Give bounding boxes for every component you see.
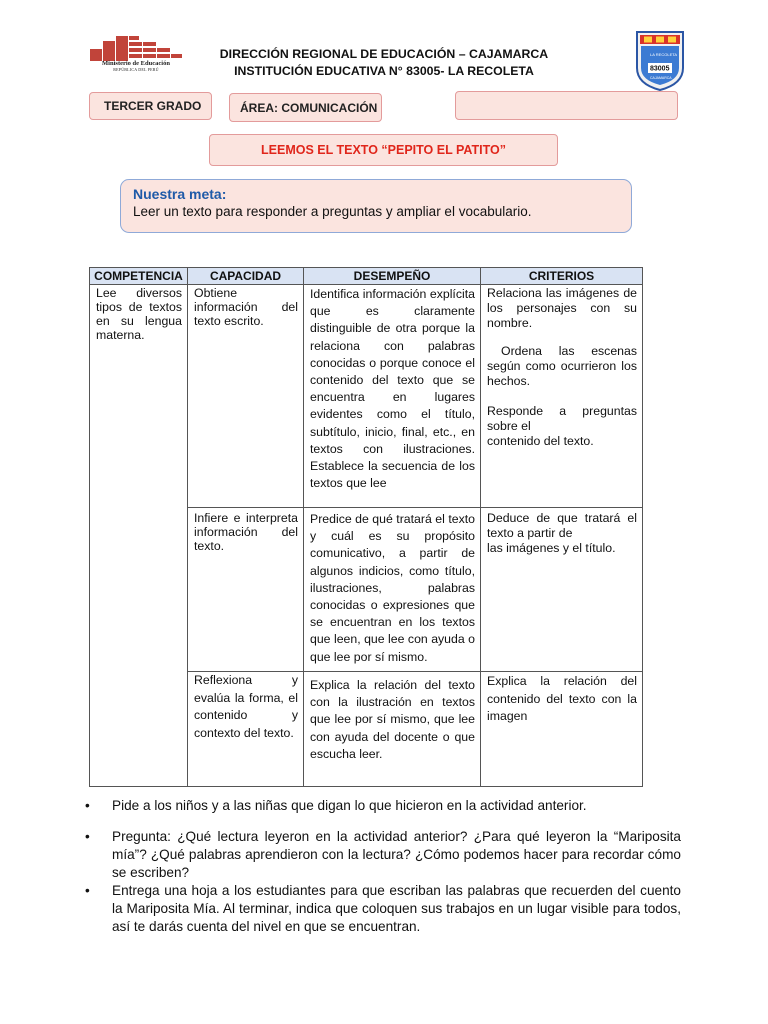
header-line-1: DIRECCIÓN REGIONAL DE EDUCACIÓN – CAJAMARCA	[219, 47, 549, 61]
bullet-dot-icon: •	[85, 883, 90, 898]
header-desempeno: DESEMPEÑO	[304, 268, 481, 285]
competencia-text: Lee diversos tipos de textos en su lengua materna.	[96, 286, 182, 342]
lesson-title: LEEMOS EL TEXTO “PEPITO EL PATITO”	[209, 134, 558, 166]
header-capacidad: CAPACIDAD	[188, 268, 304, 285]
criterio-item: Relaciona las imágenes de los personajes con su nombre.	[487, 286, 637, 330]
criterio-item: Deduce de que tratará el texto a partir de	[487, 511, 637, 540]
desempeno-cell	[304, 508, 481, 672]
goal-text: Leer un texto para responder a preguntas y ampliar el vocabulario.	[133, 204, 532, 219]
goal-box	[120, 179, 632, 233]
goal-label: Nuestra meta:	[133, 186, 227, 202]
crest-bottom-text: CAJAMARCA	[650, 76, 672, 80]
bullet-dot-icon: •	[85, 798, 90, 813]
desempeno-cell	[304, 285, 481, 508]
criterio-item: Ordena las escenas según como ocurrieron los hechos.	[487, 344, 637, 388]
bullet-text: Entrega una hoja a los estudiantes para que escriban las palabras que recuerden del cuento la Mariposita Mía. Al terminar, indica que coloquen sus trabajos en un lugar visible para todos, así te darás cuenta del nivel en que se encuentran.	[112, 883, 681, 934]
ministry-logo-bars-icon	[88, 31, 184, 61]
school-crest	[634, 28, 686, 92]
capacidad-cell	[188, 508, 304, 672]
ministry-logo	[88, 31, 184, 77]
criterios-cell	[481, 508, 643, 672]
capacidad-text: Obtiene información del texto escrito.	[194, 286, 298, 328]
desempeno-text: Predice de qué tratará el texto y cuál es su propósito comunicativo, a partir de algunos indicios, como título, ilustraciones, palabras conocidas o expresiones que se encuentran en los textos que leen, que lee con ayuda o que lee por sí mismo.	[310, 512, 475, 664]
institution-header	[190, 46, 578, 80]
area-label: ÁREA: COMUNICACIÓN	[240, 101, 378, 115]
table-row	[90, 285, 643, 508]
capacidad-cell	[188, 672, 304, 787]
header-criterios: CRITERIOS	[481, 268, 643, 285]
empty-tag	[455, 91, 678, 120]
criterio-item: contenido del texto.	[487, 434, 594, 448]
header-line-2: INSTITUCIÓN EDUCATIVA N° 83005- LA RECOLETA	[234, 64, 534, 78]
criterios-cell	[481, 285, 643, 508]
desempeno-text: Explica la relación del texto con la ilustración en textos que lee por sí mismo, que lee con ayuda del docente o que escucha leer.	[310, 678, 475, 761]
crest-number: 83005	[650, 65, 670, 73]
school-crest-shield-icon	[634, 28, 686, 92]
bullet-dot-icon: •	[85, 829, 90, 844]
logo-caption-subtitle: REPÚBLICA DEL PERÚ	[113, 66, 159, 72]
grade-tag	[89, 92, 212, 120]
capacidad-text: Reflexiona y evalúa la forma, el contenido y contexto del texto.	[194, 673, 298, 740]
bullet-text: Pide a los niños y a las niñas que digan lo que hicieron en la actividad anterior.	[112, 798, 587, 813]
criterio-item: Explica la relación del contenido del texto con la imagen	[487, 674, 637, 723]
competency-table	[89, 267, 643, 787]
capacidad-cell	[188, 285, 304, 508]
table-header-row	[90, 268, 643, 285]
logo-caption-title: Ministerio de Educación	[102, 60, 170, 67]
desempeno-cell	[304, 672, 481, 787]
criterio-item: Responde a preguntas sobre el	[487, 404, 637, 433]
grade-label: TERCER GRADO	[104, 99, 202, 113]
criterios-cell	[481, 672, 643, 787]
area-tag	[229, 93, 382, 122]
capacidad-text: Infiere e interpreta información del texto.	[194, 511, 298, 553]
bullet-text: Pregunta: ¿Qué lectura leyeron en la actividad anterior? ¿Para qué leyeron la “Mariposita mía”? ¿Qué palabras aprendieron con la lectura? ¿Cómo podemos hacer para recordar cómo se escriben?	[112, 829, 681, 880]
desempeno-text: Identifica información explícita que es claramente distinguible de otra porque la relaciona con palabras conocidas o porque conoce el contenido del texto que se encuentra en lugares evidentes como el título, subtítulo, inicio, final, etc., en textos con ilustraciones. Establece la secuencia de los textos que lee	[310, 287, 475, 491]
header-competencia: COMPETENCIA	[90, 268, 188, 285]
crest-top-text: LA RECOLETA	[650, 52, 678, 57]
competencia-cell	[90, 285, 188, 787]
criterio-item: las imágenes y el título.	[487, 541, 616, 555]
